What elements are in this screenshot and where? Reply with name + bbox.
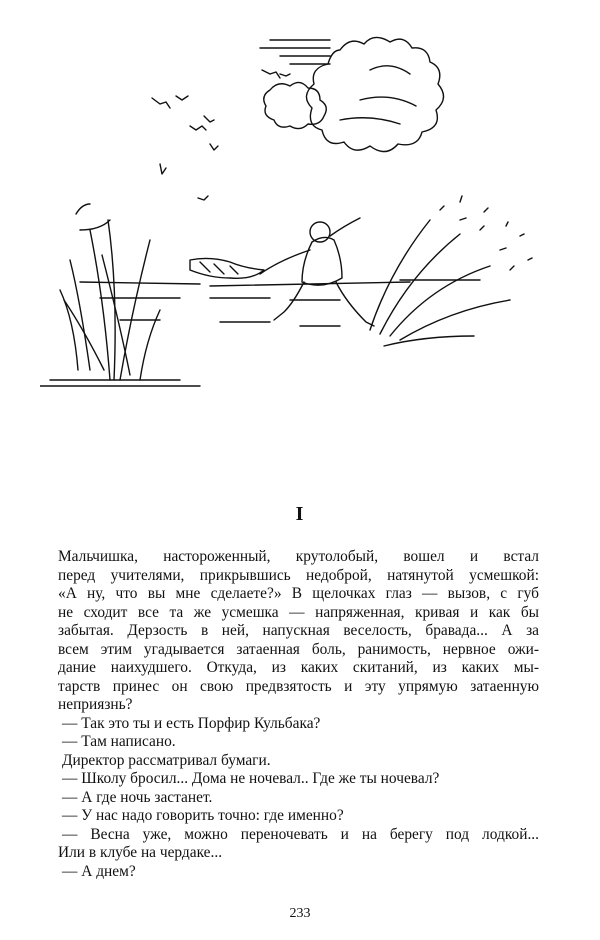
- birds-drawing: [152, 70, 290, 200]
- lake-drawing: [80, 280, 480, 326]
- text-line: тарств принес он свою предвзятость и эту упрямую затаенную: [58, 677, 539, 695]
- boy-running-illustration: [40, 30, 560, 410]
- water-splash-drawing: [370, 196, 532, 346]
- dialogue-line: Директор рассматривал бумаги.: [62, 751, 271, 769]
- chapter-number: I: [295, 503, 305, 525]
- text-line: не сходит все та же усмешка — напряженная, кривая и как бы: [58, 603, 539, 621]
- text-line: Мальчишка, настороженный, крутолобый, вошел и встал: [58, 548, 539, 565]
- text-line: Или в клубе на чердаке...: [58, 844, 223, 861]
- paragraph-2: [58, 826, 539, 863]
- paragraph-1: [58, 548, 539, 715]
- main-text: [58, 548, 539, 881]
- text-line: забытая. Дерзость в ней, напускная веселость, бравада... А за: [58, 622, 539, 639]
- text-line: перед учителями, прикрывшись недоброй, натянутой усмешкой:: [58, 566, 539, 584]
- text-line: неприязнь?: [58, 696, 133, 713]
- dialogue-line: — А где ночь застанет.: [62, 788, 213, 806]
- dialogue-line: — У нас надо говорить точно: где именно?: [62, 807, 344, 824]
- dialogue-line: — Там написано.: [62, 733, 176, 750]
- reeds-drawing: [40, 204, 200, 386]
- text-line: — Весна уже, можно переночевать и на берегу под лодкой...: [62, 825, 539, 843]
- text-line: всем этим угадывается затаенная боль, ранимость, нервное ожи-: [58, 640, 539, 658]
- dialogue-line: — А днем?: [62, 862, 136, 880]
- dialogue-line: — Так это ты и есть Порфир Кульбака?: [62, 714, 321, 732]
- boy-figure-drawing: [190, 218, 374, 326]
- clouds-drawing: [260, 37, 444, 151]
- page-number: 233: [289, 906, 311, 921]
- dialogue-line: — Школу бросил... Дома не ночевал.. Где же ты ночевал?: [62, 770, 440, 787]
- text-line: дание наихудшего. Откуда, из каких скитаний, из каких мы-: [58, 659, 539, 676]
- text-line: «А ну, что вы мне сделаете?» В щелочках глаз — вызов, с губ: [58, 585, 539, 602]
